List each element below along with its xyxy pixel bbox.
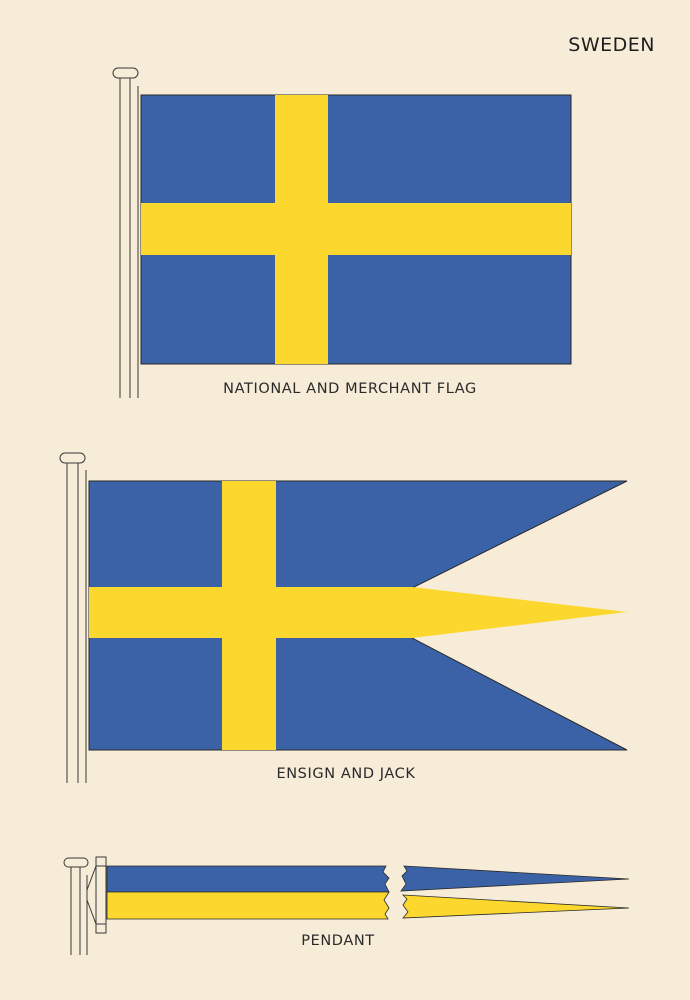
page-title: SWEDEN [568, 34, 655, 56]
national-merchant-flag-caption: NATIONAL AND MERCHANT FLAG [223, 381, 477, 397]
swedish-swallowtail-ensign-icon [89, 481, 627, 750]
national-merchant-flag-group [113, 68, 571, 398]
flagpole-2 [60, 453, 86, 783]
flagpole-3 [64, 857, 106, 955]
ensign-jack-caption: ENSIGN AND JACK [276, 766, 416, 782]
flagpole-1 [113, 68, 138, 398]
swedish-pennant-icon [107, 866, 629, 919]
ensign-jack-group [60, 453, 627, 783]
pendant-caption: PENDANT [301, 933, 375, 949]
swedish-national-flag-icon [141, 95, 571, 364]
